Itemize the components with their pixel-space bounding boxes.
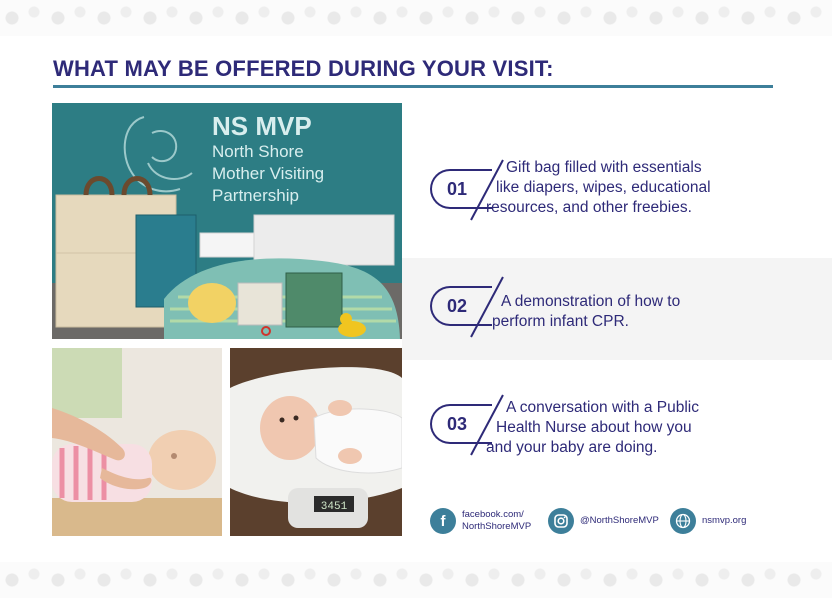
item-3-text-line-1: A conversation with a Public [506, 399, 699, 416]
page-title: WHAT MAY BE OFFERED DURING YOUR VISIT: [53, 56, 554, 81]
banner-line-2: Mother Visiting [212, 164, 325, 183]
item-2-number: 02 [447, 296, 468, 316]
website-link[interactable] [670, 508, 746, 534]
instagram-link[interactable] [548, 508, 659, 534]
baby-on-scale-photo [230, 348, 402, 536]
decorative-pattern-bottom [0, 562, 832, 598]
globe-icon [670, 508, 696, 534]
scale-readout: 3451 [320, 501, 348, 513]
item-1-number: 01 [447, 179, 468, 199]
facebook-icon: f [430, 508, 456, 534]
item-1-text-line-3: resources, and other freebies. [486, 199, 692, 216]
item-1-text-line-1: Gift bag filled with essentials [506, 159, 702, 176]
facebook-line-2: NorthShoreMVP [462, 521, 532, 532]
instagram-handle: @NorthShoreMVP [580, 515, 659, 526]
banner-brand: NS MVP [212, 111, 312, 141]
banner-line-3: Partnership [212, 186, 299, 205]
scale-illustration [230, 348, 402, 536]
gift-bag-photo [52, 103, 402, 339]
decorative-pattern-top [0, 0, 832, 36]
item-2-text-line-1: A demonstration of how to [501, 293, 681, 310]
website-url: nsmvp.org [702, 515, 747, 526]
infant-cpr-photo [52, 348, 222, 536]
banner-line-1: North Shore [212, 142, 304, 161]
cpr-illustration [52, 348, 222, 536]
item-1-text-line-2: like diapers, wipes, educational [496, 179, 711, 196]
title-divider [53, 85, 773, 88]
item-3-number: 03 [447, 414, 468, 434]
item-3-text-line-2: Health Nurse about how you [496, 419, 692, 436]
facebook-link[interactable] [430, 508, 531, 534]
gift-bag-illustration [52, 103, 402, 339]
item-2-text-line-2: perform infant CPR. [492, 313, 629, 330]
instagram-icon [548, 508, 574, 534]
facebook-line-1: facebook.com/ [462, 509, 524, 520]
item-3-text-line-3: and your baby are doing. [486, 439, 658, 456]
